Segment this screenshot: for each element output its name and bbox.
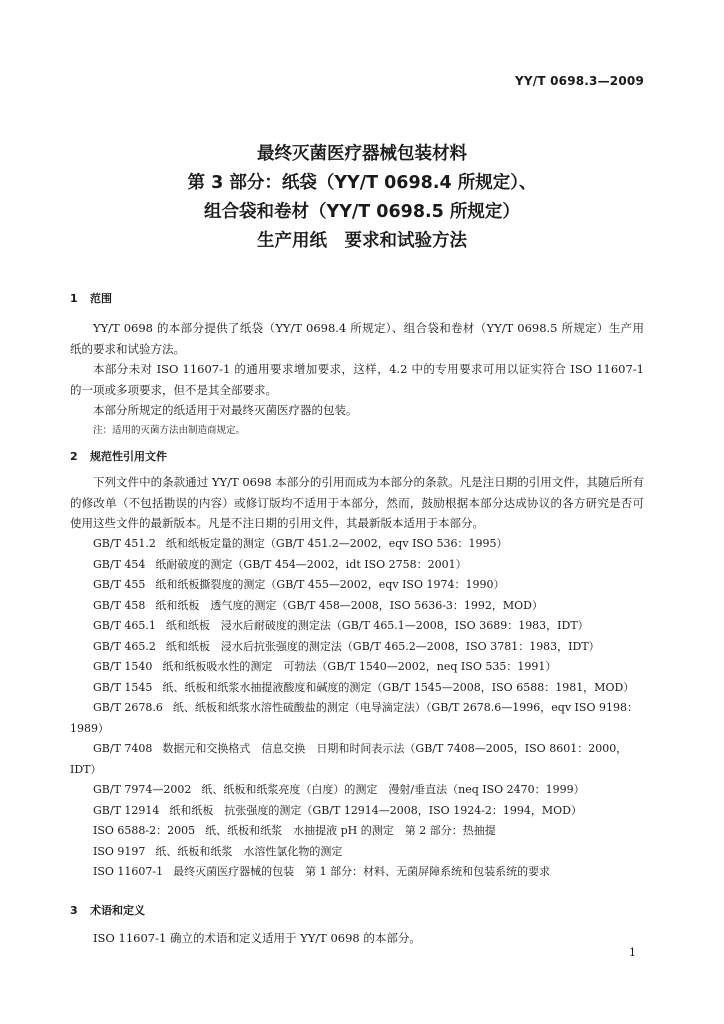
reference-code: GB/T 2678.6 <box>93 701 163 714</box>
reference-item <box>70 821 644 842</box>
section-number: 2 <box>70 450 78 463</box>
section-title: 范围 <box>90 292 112 305</box>
reference-item <box>70 678 644 699</box>
section-1-paragraph: YY/T 0698 的本部分提供了纸袋（YY/T 0698.4 所规定）、组合袋和卷材（YY/T 0698.5 所规定）生产用纸的要求和试验方法。 <box>70 321 644 356</box>
section-3-paragraph: ISO 11607-1 确立的术语和定义适用于 YY/T 0698 的本部分。 <box>93 931 421 945</box>
reference-text: 纸、纸板和纸浆 水抽提液 pH 的测定 第 2 部分：热抽提 <box>205 824 496 837</box>
title-line: 第 3 部分：纸袋（YY/T 0698.4 所规定）、 <box>187 173 537 193</box>
reference-code: GB/T 1545 <box>93 680 153 694</box>
reference-text: 数据元和交换格式 信息交换 日期和时间表示法（GB/T 7408—2005，ISO 8601：2000，IDT） <box>70 742 628 776</box>
reference-text: 纸、纸板和纸浆 水溶性氯化物的测定 <box>155 844 343 858</box>
reference-item <box>70 534 644 555</box>
section-2-intro: 下列文件中的条款通过 YY/T 0698 本部分的引用而成为本部分的条款。凡是注日期的引用文件，其随后所有的修改单（不包括勘误的内容）或修订版均不适用于本部分，然而，鼓励根据本部分达成协议的各方研究是否可使用这些文件的最新版本。凡是不注日期的引用文件，其最新版本适用于本部分。 <box>70 475 644 530</box>
reference-code: GB/T 458 <box>93 598 146 612</box>
reference-item <box>70 698 644 739</box>
reference-code: ISO 6588-2：2005 <box>93 824 196 837</box>
reference-code: GB/T 465.1 <box>93 619 156 632</box>
section-number: 1 <box>70 292 78 305</box>
reference-code: GB/T 455 <box>93 578 146 591</box>
section-3-heading <box>70 902 145 918</box>
reference-list <box>70 534 644 883</box>
reference-item <box>70 657 644 678</box>
reference-text: 纸和纸板 浸水后抗张强度的测定法（GB/T 465.2—2008，ISO 3781：1983，IDT） <box>165 639 600 653</box>
title-line: 组合袋和卷材（YY/T 0698.5 所规定） <box>204 202 520 222</box>
reference-text: 纸和纸板 透气度的测定（GB/T 458—2008，ISO 5636-3：1992，MOD） <box>155 598 544 612</box>
reference-text: 纸和纸板 浸水后耐破度的测定法（GB/T 465.1—2008，ISO 3689：1983，IDT） <box>165 619 589 632</box>
reference-code: GB/T 454 <box>93 557 146 571</box>
title-line: 生产用纸 要求和试验方法 <box>257 231 467 251</box>
reference-text: 纸和纸板定量的测定（GB/T 451.2—2002，eqv ISO 536：1995） <box>165 537 508 550</box>
section-2-heading <box>70 448 167 464</box>
reference-code: GB/T 451.2 <box>93 537 156 550</box>
document-title <box>0 140 724 256</box>
reference-text: 纸、纸板和纸浆水抽提液酸度和碱度的测定（GB/T 1545—2008，ISO 6588：1981，MOD） <box>162 680 635 694</box>
section-1-paragraph: 本部分所规定的纸适用于对最终灭菌医疗器的包装。 <box>93 403 358 417</box>
reference-code: GB/T 7974—2002 <box>93 783 192 796</box>
reference-code: ISO 11607-1 <box>93 865 164 878</box>
reference-text: 纸、纸板和纸浆水溶性硫酸盐的测定（电导滴定法）（GB/T 2678.6—1996，eqv ISO 9198：1989） <box>70 701 638 735</box>
reference-code: ISO 9197 <box>93 844 146 858</box>
reference-text: 纸和纸板吸水性的测定 可勃法（GB/T 1540—2002，neq ISO 535：1991） <box>162 660 557 673</box>
section-1-paragraph: 本部分未对 ISO 11607-1 的通用要求增加要求，这样，4.2 中的专用要求可用以证实符合 ISO 11607-1 的一项或多项要求，但不是其全部要求。 <box>70 362 644 397</box>
reference-item <box>70 739 644 780</box>
reference-text: 纸耐破度的测定（GB/T 454—2002，idt ISO 2758：2001） <box>155 557 467 571</box>
reference-item <box>70 596 644 617</box>
reference-text: 纸和纸板 抗张强度的测定（GB/T 12914—2008，ISO 1924-2：1994，MOD） <box>169 803 583 817</box>
reference-item <box>70 780 644 801</box>
reference-code: GB/T 12914 <box>93 803 160 817</box>
title-line: 最终灭菌医疗器械包装材料 <box>257 144 467 164</box>
reference-code: GB/T 1540 <box>93 660 153 673</box>
reference-text: 纸、纸板和纸浆亮度（白度）的测定 漫射/垂直法（neq ISO 2470：1999） <box>201 783 585 796</box>
reference-item <box>70 637 644 658</box>
section-title: 规范性引用文件 <box>90 450 167 463</box>
reference-item <box>70 801 644 822</box>
reference-text: 最终灭菌医疗器械的包装 第 1 部分：材料、无菌屏障系统和包装系统的要求 <box>173 865 551 878</box>
section-1-note: 注：适用的灭菌方法由制造商规定。 <box>93 425 246 436</box>
reference-item <box>70 862 644 883</box>
standard-code: YY/T 0698.3—2009 <box>514 74 644 88</box>
reference-item <box>70 575 644 596</box>
reference-item <box>70 555 644 576</box>
page-number: 1 <box>629 946 636 959</box>
reference-item <box>70 616 644 637</box>
reference-text: 纸和纸板撕裂度的测定（GB/T 455—2002，eqv ISO 1974：1990） <box>155 578 505 591</box>
reference-code: GB/T 7408 <box>93 742 153 755</box>
section-title: 术语和定义 <box>90 904 145 917</box>
reference-item <box>70 842 644 863</box>
reference-code: GB/T 465.2 <box>93 639 156 653</box>
section-number: 3 <box>70 904 78 917</box>
section-1-heading <box>70 290 112 306</box>
